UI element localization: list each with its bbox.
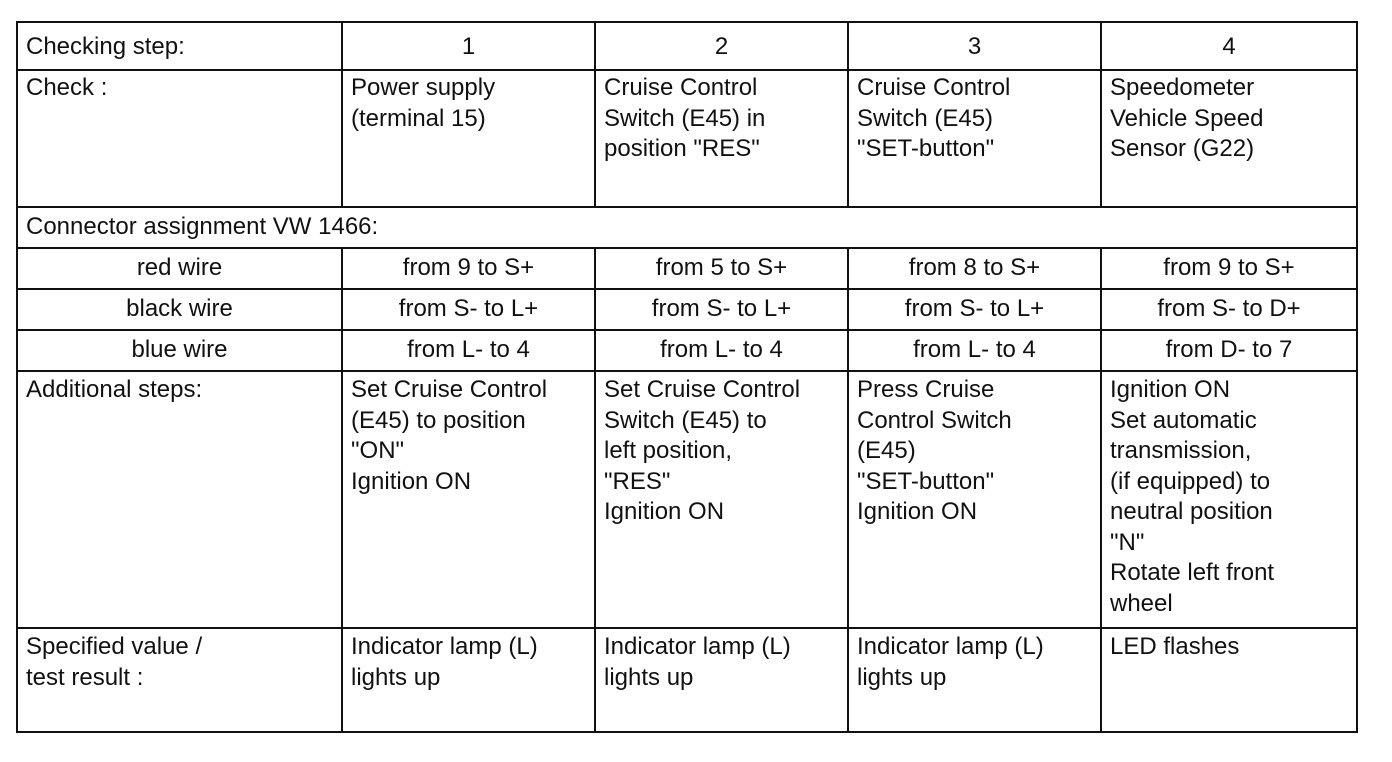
specified-value-cell-4: LED flashes [1101, 628, 1357, 732]
additional-steps-cell-4: Ignition ON Set automatic transmission, (if equipped) to neutral position "N" Rotate left front wheel [1101, 371, 1357, 628]
step-number-3: 3 [848, 22, 1101, 70]
wire-cell-red-2: from 5 to S+ [595, 248, 848, 289]
checking-step-row [17, 22, 1357, 70]
step-number-1: 1 [342, 22, 595, 70]
wire-label-blue: blue wire [17, 330, 342, 371]
check-cell-3: Cruise Control Switch (E45) "SET-button" [848, 70, 1101, 207]
wire-row-black [17, 289, 1357, 330]
check-label: Check : [17, 70, 342, 207]
wire-row-red [17, 248, 1357, 289]
wire-label-black: black wire [17, 289, 342, 330]
specified-value-cell-3: Indicator lamp (L) lights up [848, 628, 1101, 732]
wire-cell-blue-2: from L- to 4 [595, 330, 848, 371]
wire-cell-red-4: from 9 to S+ [1101, 248, 1357, 289]
check-cell-2: Cruise Control Switch (E45) in position "RES" [595, 70, 848, 207]
wire-cell-black-3: from S- to L+ [848, 289, 1101, 330]
additional-steps-row [17, 371, 1357, 628]
additional-steps-cell-3: Press Cruise Control Switch (E45) "SET-button" Ignition ON [848, 371, 1101, 628]
check-row [17, 70, 1357, 207]
step-number-2: 2 [595, 22, 848, 70]
wire-cell-black-2: from S- to L+ [595, 289, 848, 330]
specified-value-cell-2: Indicator lamp (L) lights up [595, 628, 848, 732]
wire-cell-red-1: from 9 to S+ [342, 248, 595, 289]
wire-cell-blue-1: from L- to 4 [342, 330, 595, 371]
check-cell-1: Power supply (terminal 15) [342, 70, 595, 207]
wire-cell-blue-4: from D- to 7 [1101, 330, 1357, 371]
checking-step-label: Checking step: [17, 22, 342, 70]
wire-row-blue [17, 330, 1357, 371]
additional-steps-label: Additional steps: [17, 371, 342, 628]
wire-cell-blue-3: from L- to 4 [848, 330, 1101, 371]
connector-assignment-label: Connector assignment VW 1466: [17, 207, 1357, 248]
specified-value-row [17, 628, 1357, 732]
wire-label-red: red wire [17, 248, 342, 289]
connector-assignment-row [17, 207, 1357, 248]
specified-value-cell-1: Indicator lamp (L) lights up [342, 628, 595, 732]
specified-value-label: Specified value / test result : [17, 628, 342, 732]
checking-steps-table [16, 21, 1358, 733]
check-cell-4: Speedometer Vehicle Speed Sensor (G22) [1101, 70, 1357, 207]
wire-cell-red-3: from 8 to S+ [848, 248, 1101, 289]
step-number-4: 4 [1101, 22, 1357, 70]
wire-cell-black-4: from S- to D+ [1101, 289, 1357, 330]
additional-steps-cell-2: Set Cruise Control Switch (E45) to left position, "RES" Ignition ON [595, 371, 848, 628]
additional-steps-cell-1: Set Cruise Control (E45) to position "ON" Ignition ON [342, 371, 595, 628]
wire-cell-black-1: from S- to L+ [342, 289, 595, 330]
